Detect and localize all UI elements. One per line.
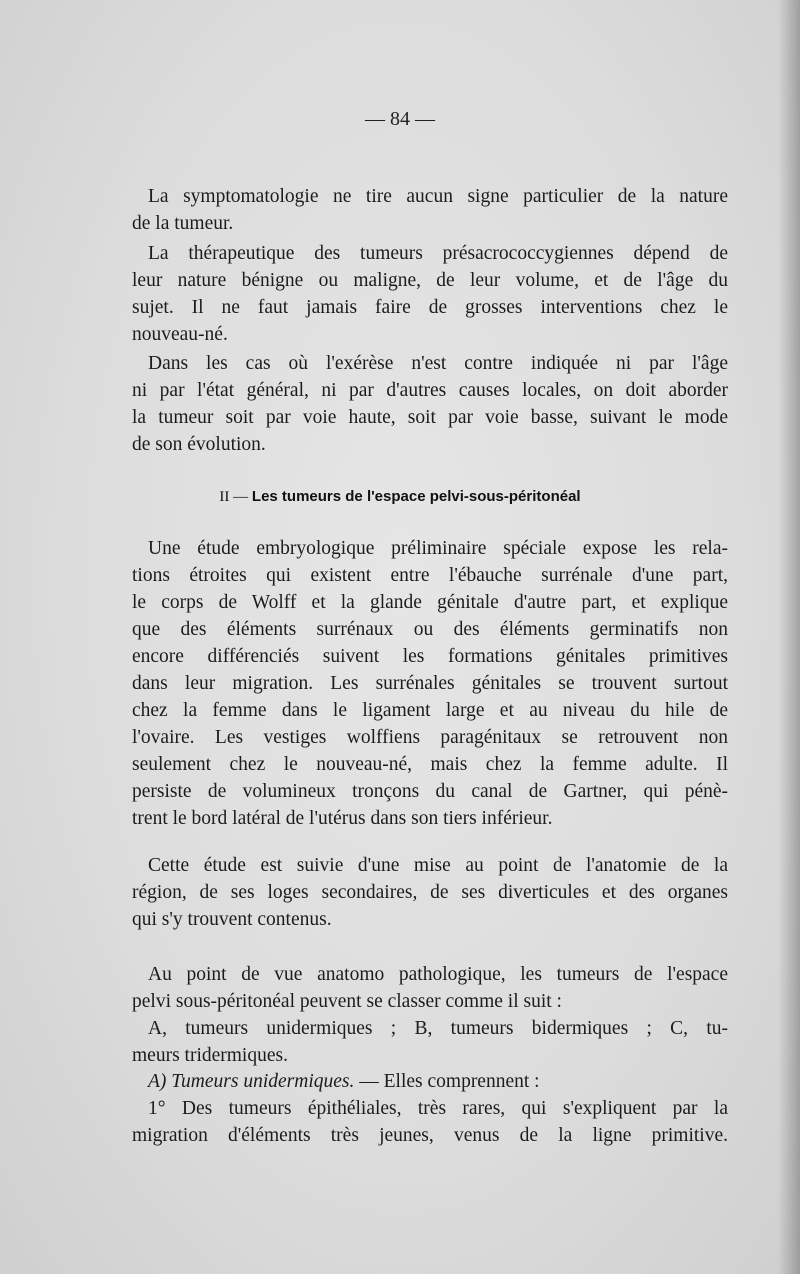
text-line: La symptomatologie ne tire aucun signe particulier de la nature bbox=[148, 186, 728, 207]
text-line: nouveau-né. bbox=[132, 324, 228, 345]
text-line: chez la femme dans le ligament large et au niveau du hile de bbox=[132, 700, 728, 721]
text-line: Une étude embryologique préliminaire spéciale expose les rela- bbox=[148, 538, 728, 559]
text-line: Cette étude est suivie d'une mise au point de l'anatomie de la bbox=[148, 855, 728, 876]
page-edge-shadow bbox=[778, 0, 800, 1274]
page-number: — 84 — bbox=[365, 108, 435, 130]
text-line: le corps de Wolff et la glande génitale d'autre part, et explique bbox=[132, 592, 728, 613]
subsection-line bbox=[132, 1071, 728, 1099]
text-line: encore différenciés suivent les formations génitales primitives bbox=[132, 646, 728, 667]
text-line: sujet. Il ne faut jamais faire de grosses interventions chez le bbox=[132, 297, 728, 318]
text-line: Dans les cas où l'exérèse n'est contre indiquée ni par l'âge bbox=[148, 353, 728, 374]
text-line: seulement chez le nouveau-né, mais chez la femme adulte. Il bbox=[132, 754, 728, 775]
text-line: La thérapeutique des tumeurs présacrococcygiennes dépend de bbox=[148, 243, 728, 264]
section-number: II — bbox=[219, 489, 249, 505]
text-line: région, de ses loges secondaires, de ses diverticules et des organes bbox=[132, 882, 728, 903]
text-line: meurs tridermiques. bbox=[132, 1045, 288, 1066]
text-line: pelvi sous-péritonéal peuvent se classer comme il suit : bbox=[132, 991, 562, 1012]
text-line: ni par l'état général, ni par d'autres causes locales, on doit aborder bbox=[132, 380, 728, 401]
subsection-text: — Elles comprennent : bbox=[354, 1071, 540, 1092]
text-line: Au point de vue anatomo pathologique, les tumeurs de l'espace bbox=[148, 964, 728, 985]
text-line: tions étroites qui existent entre l'ébauche surrénale d'une part, bbox=[132, 565, 728, 586]
text-line: de la tumeur. bbox=[132, 213, 234, 234]
text-line: migration d'éléments très jeunes, venus de la ligne primitive. bbox=[132, 1125, 728, 1146]
section-title: Les tumeurs de l'espace pelvi-sous-péritonéal bbox=[251, 488, 581, 505]
text-line: A, tumeurs unidermiques ; B, tumeurs bidermiques ; C, tu- bbox=[148, 1018, 728, 1039]
text-line: leur nature bénigne ou maligne, de leur volume, et de l'âge du bbox=[132, 270, 728, 291]
text-line: la tumeur soit par voie haute, soit par voie basse, suivant le mode bbox=[132, 407, 728, 428]
text-line: l'ovaire. Les vestiges wolffiens paragénitaux se retrouvent non bbox=[132, 727, 728, 748]
subsection-title: A) Tumeurs unidermiques. bbox=[148, 1071, 355, 1092]
section-heading bbox=[0, 488, 800, 506]
text-line: persiste de volumineux tronçons du canal de Gartner, qui pénè- bbox=[132, 781, 728, 802]
text-line: que des éléments surrénaux ou des éléments germinatifs non bbox=[132, 619, 728, 640]
text-line: trent le bord latéral de l'utérus dans son tiers inférieur. bbox=[132, 808, 553, 829]
text-line: qui s'y trouvent contenus. bbox=[132, 909, 332, 930]
text-line: 1° Des tumeurs épithéliales, très rares, qui s'expliquent par la bbox=[148, 1098, 728, 1119]
text-line: dans leur migration. Les surrénales génitales se trouvent surtout bbox=[132, 673, 728, 694]
text-line: de son évolution. bbox=[132, 434, 266, 455]
